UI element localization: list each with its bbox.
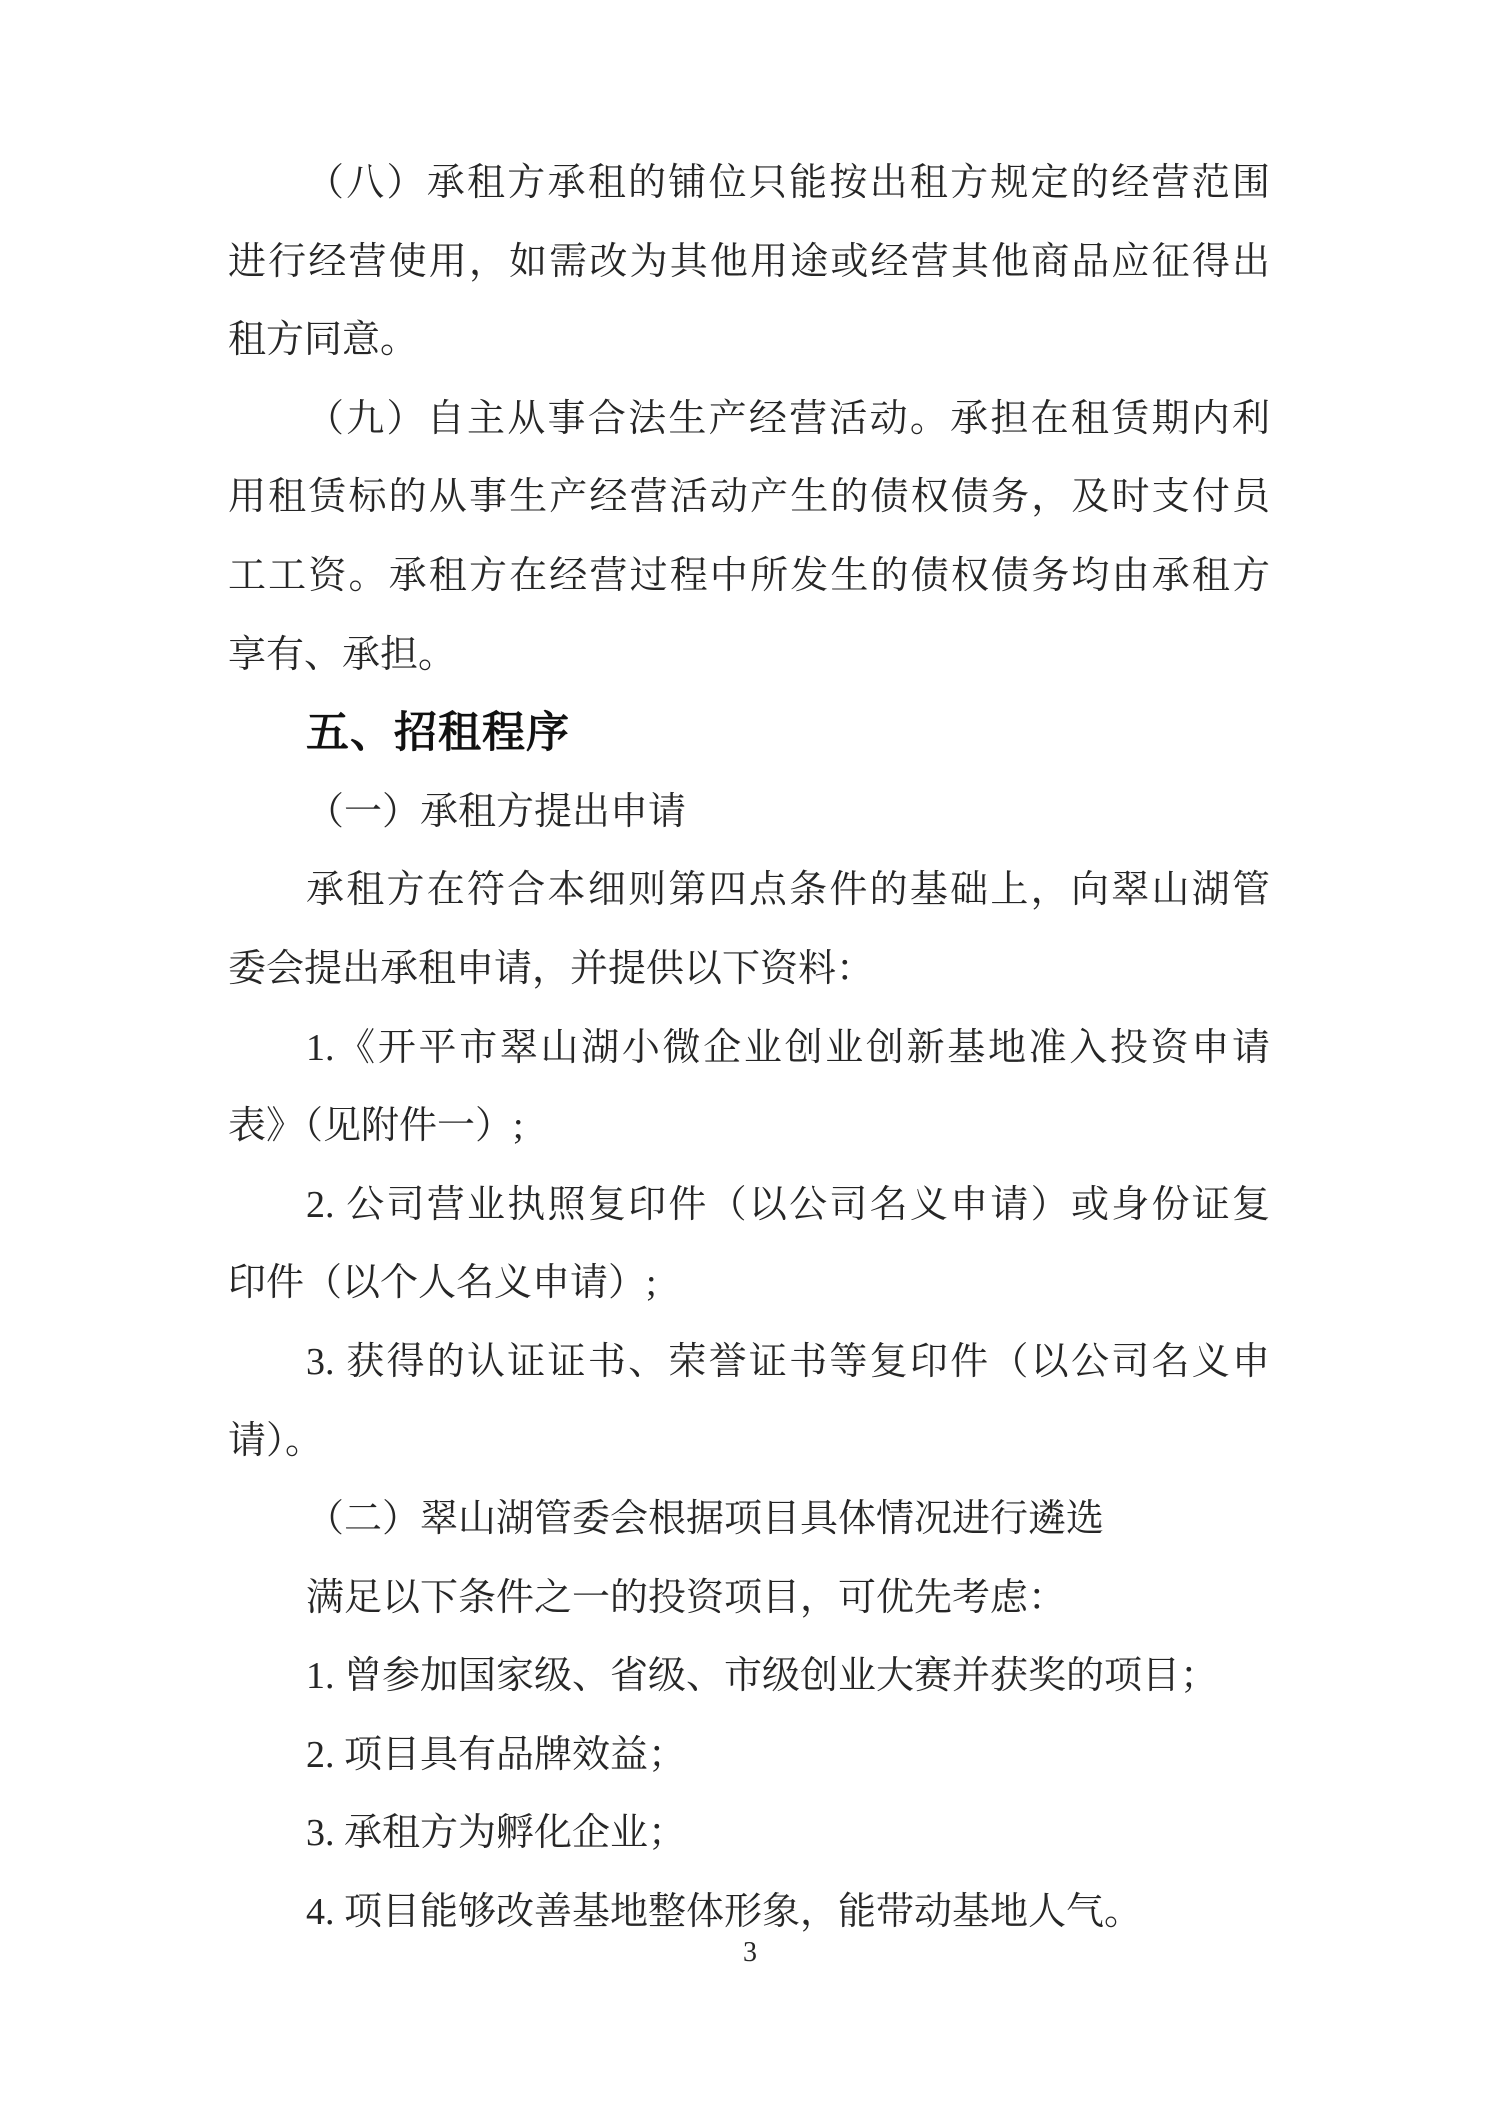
page-number: 3 (743, 1937, 757, 1968)
clause-8-line-2: 进行经营使用，如需改为其他用途或经营其他商品应征得出 (228, 240, 1270, 283)
material-item-2-line-2: 印件（以个人名义申请）; (228, 1262, 657, 1305)
priority-item-1: 1. 曾参加国家级、省级、市级创业大赛并获奖的项目； (306, 1655, 1219, 1698)
section-5-heading: 五、招租程序 (306, 709, 570, 758)
priority-item-3: 3. 承租方为孵化企业； (306, 1812, 687, 1855)
priority-item-2: 2. 项目具有品牌效益； (306, 1733, 687, 1776)
material-item-1-line-1: 1.《开平市翠山湖小微企业创业创新基地准入投资申请 (306, 1026, 1270, 1069)
material-item-3-line-2: 请）。 (228, 1419, 324, 1462)
clause-9-line-2: 用租赁标的从事生产经营活动产生的债权债务，及时支付员 (228, 476, 1270, 519)
clause-9-line-3: 工工资。承租方在经营过程中所发生的债权债务均由承租方 (228, 554, 1270, 597)
subsection-2-title: （二）翠山湖管委会根据项目具体情况进行遴选 (306, 1498, 1105, 1541)
apply-para-line-2: 委会提出承租申请，并提供以下资料： (228, 947, 875, 990)
apply-para-line-1: 承租方在符合本细则第四点条件的基础上，向翠山湖管 (306, 869, 1270, 912)
clause-8-line-1: （八）承租方承租的铺位只能按出租方规定的经营范围 (306, 162, 1270, 204)
material-item-2-line-1: 2. 公司营业执照复印件（以公司名义申请）或身份证复 (306, 1183, 1270, 1226)
subsection-1-title: （一）承租方提出申请 (306, 790, 687, 833)
document-content (228, 144, 1270, 1952)
material-item-3-line-1: 3. 获得的认证证书、荣誉证书等复印件（以公司名义申 (306, 1340, 1270, 1383)
page-footer (0, 1934, 1500, 1972)
clause-9-line-1: （九）自主从事合法生产经营活动。承担在租赁期内利 (306, 397, 1270, 440)
priority-item-4: 4. 项目能够改善基地整体形象，能带动基地人气。 (306, 1891, 1143, 1934)
material-item-1-line-2: 表》（见附件一）; (228, 1105, 524, 1148)
clause-9-line-4: 享有、承担。 (228, 633, 457, 676)
priority-intro: 满足以下条件之一的投资项目，可优先考虑： (306, 1576, 1067, 1619)
clause-8-line-3: 租方同意。 (228, 319, 419, 362)
